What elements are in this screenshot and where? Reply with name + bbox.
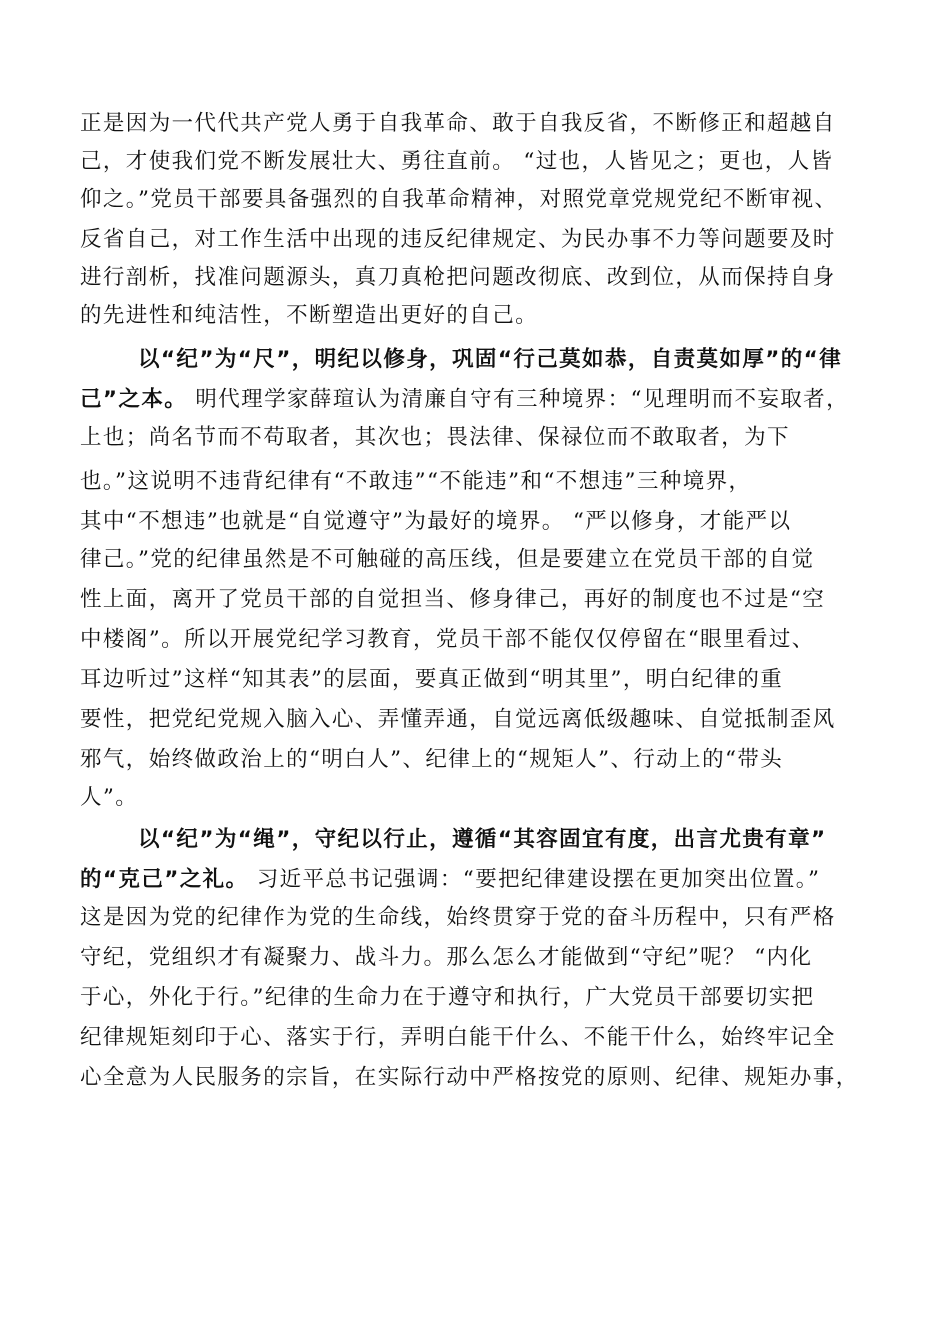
body-text-line: 上也；尚名节而不苟取者，其次也；畏法律、保禄位而不敢取者，为下 <box>80 425 790 450</box>
body-text-line: 邪气，始终做政治上的“明白人”、纪律上的“规矩人”、行动上的“带头 <box>80 747 784 772</box>
body-text-line: 心全意为人民服务的宗旨，在实际行动中严格按党的原则、纪律、规矩办事， <box>80 1065 859 1090</box>
body-text-span: 明代理学家薛瑄认为清廉自守有三种境界：“见理明而不妄取者， <box>187 387 849 412</box>
section-heading: 以“纪”为“绳”，守纪以行止，遵循“其容固宜有度，出言尤贵有章” <box>138 827 827 852</box>
body-text-line: 纪律规矩刻印于心、落实于行，弄明白能干什么、不能干什么，始终牢记全 <box>80 1025 836 1050</box>
body-text-line: 进行剖析，找准问题源头，真刀真枪把问题改彻底、改到位，从而保持自身 <box>80 265 836 290</box>
body-text-line: 人”。 <box>80 785 139 810</box>
section-heading: 以“纪”为“尺”，明纪以修身，巩固“行己莫如恭，自责莫如厚”的“律 <box>138 347 843 372</box>
body-text-line: 这是因为党的纪律作为党的生命线，始终贯穿于党的奋斗历程中，只有严格 <box>80 905 836 930</box>
body-text-line: 守纪，党组织才有凝聚力、战斗力。那么怎么才能做到“守纪”呢？ “内化 <box>80 945 813 970</box>
body-text-line: 耳边听过”这样“知其表”的层面，要真正做到“明其里”，明白纪律的重 <box>80 667 784 692</box>
body-text-line: 仰之。”党员干部要具备强烈的自我革命精神，对照党章党规党纪不断审视、 <box>80 187 838 212</box>
body-text-line: 于心，外化于行。”纪律的生命力在于遵守和执行，广大党员干部要切实把 <box>80 985 815 1010</box>
body-text-line <box>80 386 849 414</box>
section-heading-end: 的“克己”之礼。 <box>80 867 249 892</box>
body-text-line: 正是因为一代代共产党人勇于自我革命、敢于自我反省，不断修正和超越自 <box>80 111 836 136</box>
body-text-span: 习近平总书记强调：“要把纪律建设摆在更加突出位置。” <box>248 867 821 892</box>
body-text-line: 其中“不想违”也就是“自觉遵守”为最好的境界。 “严以修身，才能严以 <box>80 509 792 534</box>
body-text-line: 也。”这说明不违背纪律有“不敢违”“不能违”和“不想违”三种境界， <box>80 469 752 494</box>
body-text-line: 性上面，离开了党员干部的自觉担当、修身律己，再好的制度也不过是“空 <box>80 587 826 612</box>
body-text-line: 的先进性和纯洁性，不断塑造出更好的自己。 <box>80 303 539 328</box>
body-text-line: 中楼阁”。所以开展党纪学习教育，党员干部不能仅仅停留在“眼里看过、 <box>80 627 815 652</box>
body-text-line: 要性，把党纪党规入脑入心、弄懂弄通，自觉远离低级趣味、自觉抵制歪风 <box>80 707 836 732</box>
body-text-line <box>80 866 820 894</box>
body-text-line: 律己。”党的纪律虽然是不可触碰的高压线，但是要建立在党员干部的自觉 <box>80 547 815 572</box>
body-text-line: 己，才使我们党不断发展壮大、勇往直前。 “过也，人皆见之；更也，人皆 <box>80 149 834 174</box>
body-text-line: 反省自己，对工作生活中出现的违反纪律规定、为民办事不力等问题要及时 <box>80 227 836 252</box>
section-heading-end: 己”之本。 <box>80 387 188 412</box>
